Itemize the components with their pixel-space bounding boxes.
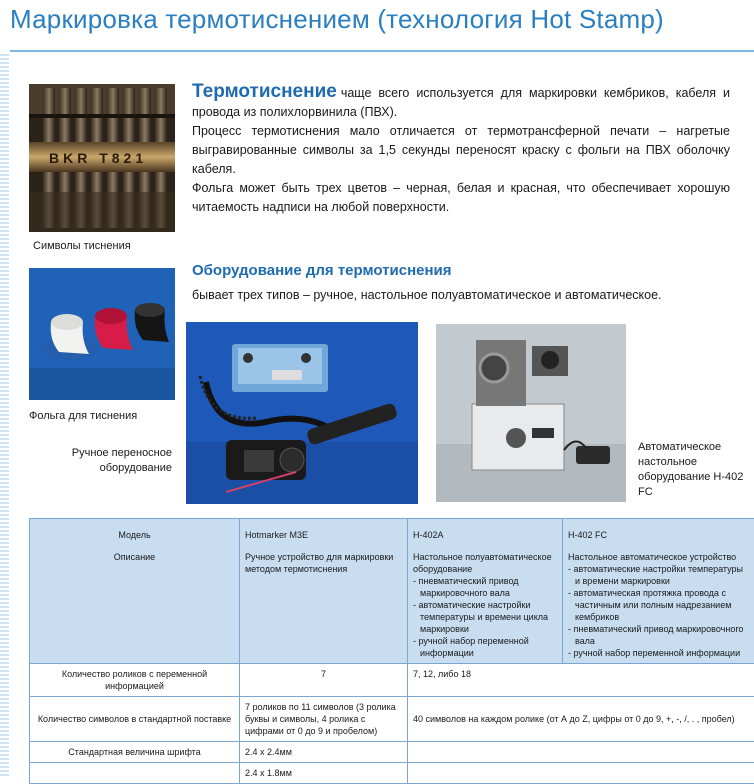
model-label: Модель bbox=[35, 529, 234, 541]
equipment-subtitle: бывает трех типов – ручное, настольное полуавтоматическое и автоматическое. bbox=[192, 288, 662, 302]
table-row bbox=[30, 697, 754, 742]
table-cell: 7, 12, либо 18 bbox=[408, 664, 754, 697]
symbols-photo bbox=[29, 84, 175, 232]
model-name: H-402 FC bbox=[568, 529, 749, 541]
list-item: - автоматические настройки температуры и времени цикла маркировки bbox=[413, 599, 557, 635]
foil-photo bbox=[29, 268, 175, 400]
table-cell bbox=[408, 742, 754, 763]
manual-caption: Ручное переносное оборудование bbox=[62, 446, 172, 476]
table-cell: 7 bbox=[240, 664, 408, 697]
table-row bbox=[30, 742, 754, 763]
intro-p3: Фольга может быть трех цветов – черная, белая и красная, что обеспечивает хорошую читаемость надписи на любой поверхности. bbox=[192, 179, 730, 217]
model-description: Настольное полуавтоматическое оборудование bbox=[413, 552, 552, 574]
model-description: Ручное устройство для маркировки методом термотиснения bbox=[245, 552, 393, 574]
list-item: - пневматический привод маркировочного вала bbox=[568, 623, 749, 647]
intro-p1: чаще всего используется для маркировки кембриков, кабеля и провода из полихлорвинила (ПВХ). bbox=[192, 86, 730, 119]
feature-list bbox=[568, 563, 749, 659]
header-rule bbox=[10, 50, 754, 52]
manual-device-photo bbox=[186, 322, 418, 504]
model-description: Настольное автоматическое устройство bbox=[568, 552, 736, 562]
table-cell: 40 символов на каждом ролике (от А до Z, цифры от 0 до 9, +, -, /, . , пробел) bbox=[408, 697, 754, 742]
table-head-row bbox=[30, 519, 754, 664]
automatic-caption: Автоматическое настольное оборудование H-402 FC bbox=[638, 440, 748, 500]
equipment-title: Оборудование для термотиснения bbox=[192, 262, 452, 279]
foil-caption: Фольга для тиснения bbox=[29, 409, 137, 424]
row-label: Количество роликов с переменной информацией bbox=[30, 664, 240, 697]
row-label: Стандартная величина шрифта bbox=[30, 742, 240, 763]
left-stripe bbox=[0, 52, 9, 776]
table-cell: 7 роликов по 11 символов (3 ролика буквы и символы, 4 ролика с цифрами от 0 до 9 и пробелом) bbox=[240, 697, 408, 742]
stamp-text: BKR T821 bbox=[49, 150, 147, 166]
table-cell bbox=[408, 763, 754, 784]
table-cell: 2.4 х 1.8мм bbox=[240, 763, 408, 784]
model-name: Hotmarker M3E bbox=[245, 529, 402, 541]
intro-p2: Процесс термотиснения мало отличается от термотрансферной печати – нагретые выгравированные символы за 1,5 секунды переносят краску с фольги на ПВХ оболочку кабеля. bbox=[192, 122, 730, 179]
intro-text bbox=[192, 82, 730, 217]
list-item: - автоматические настройки температуры и времени маркировки bbox=[568, 563, 749, 587]
model-name: H-402A bbox=[413, 529, 557, 541]
table-row bbox=[30, 763, 754, 784]
list-item: - пневматический привод маркировочного вала bbox=[413, 575, 557, 599]
feature-list bbox=[413, 575, 557, 659]
list-item: - ручной набор переменной информации bbox=[413, 635, 557, 659]
row-label: Количество символов в стандартной поставке bbox=[30, 697, 240, 742]
description-label: Описание bbox=[114, 552, 155, 562]
intro-lead: Термотиснение bbox=[192, 81, 337, 102]
list-item: - автоматическая протяжка провода с частичным или полным надрезанием кембриков bbox=[568, 587, 749, 623]
page-header bbox=[0, 0, 754, 52]
spec-table bbox=[29, 518, 754, 784]
table-cell: 2.4 х 2.4мм bbox=[240, 742, 408, 763]
symbols-caption: Символы тиснения bbox=[33, 239, 131, 254]
list-item: - ручной набор переменной информации bbox=[568, 647, 749, 659]
page-title: Маркировка термотиснением (технология Hot Stamp) bbox=[10, 4, 664, 35]
table-row bbox=[30, 664, 754, 697]
row-label bbox=[30, 763, 240, 784]
automatic-device-photo bbox=[436, 324, 626, 502]
